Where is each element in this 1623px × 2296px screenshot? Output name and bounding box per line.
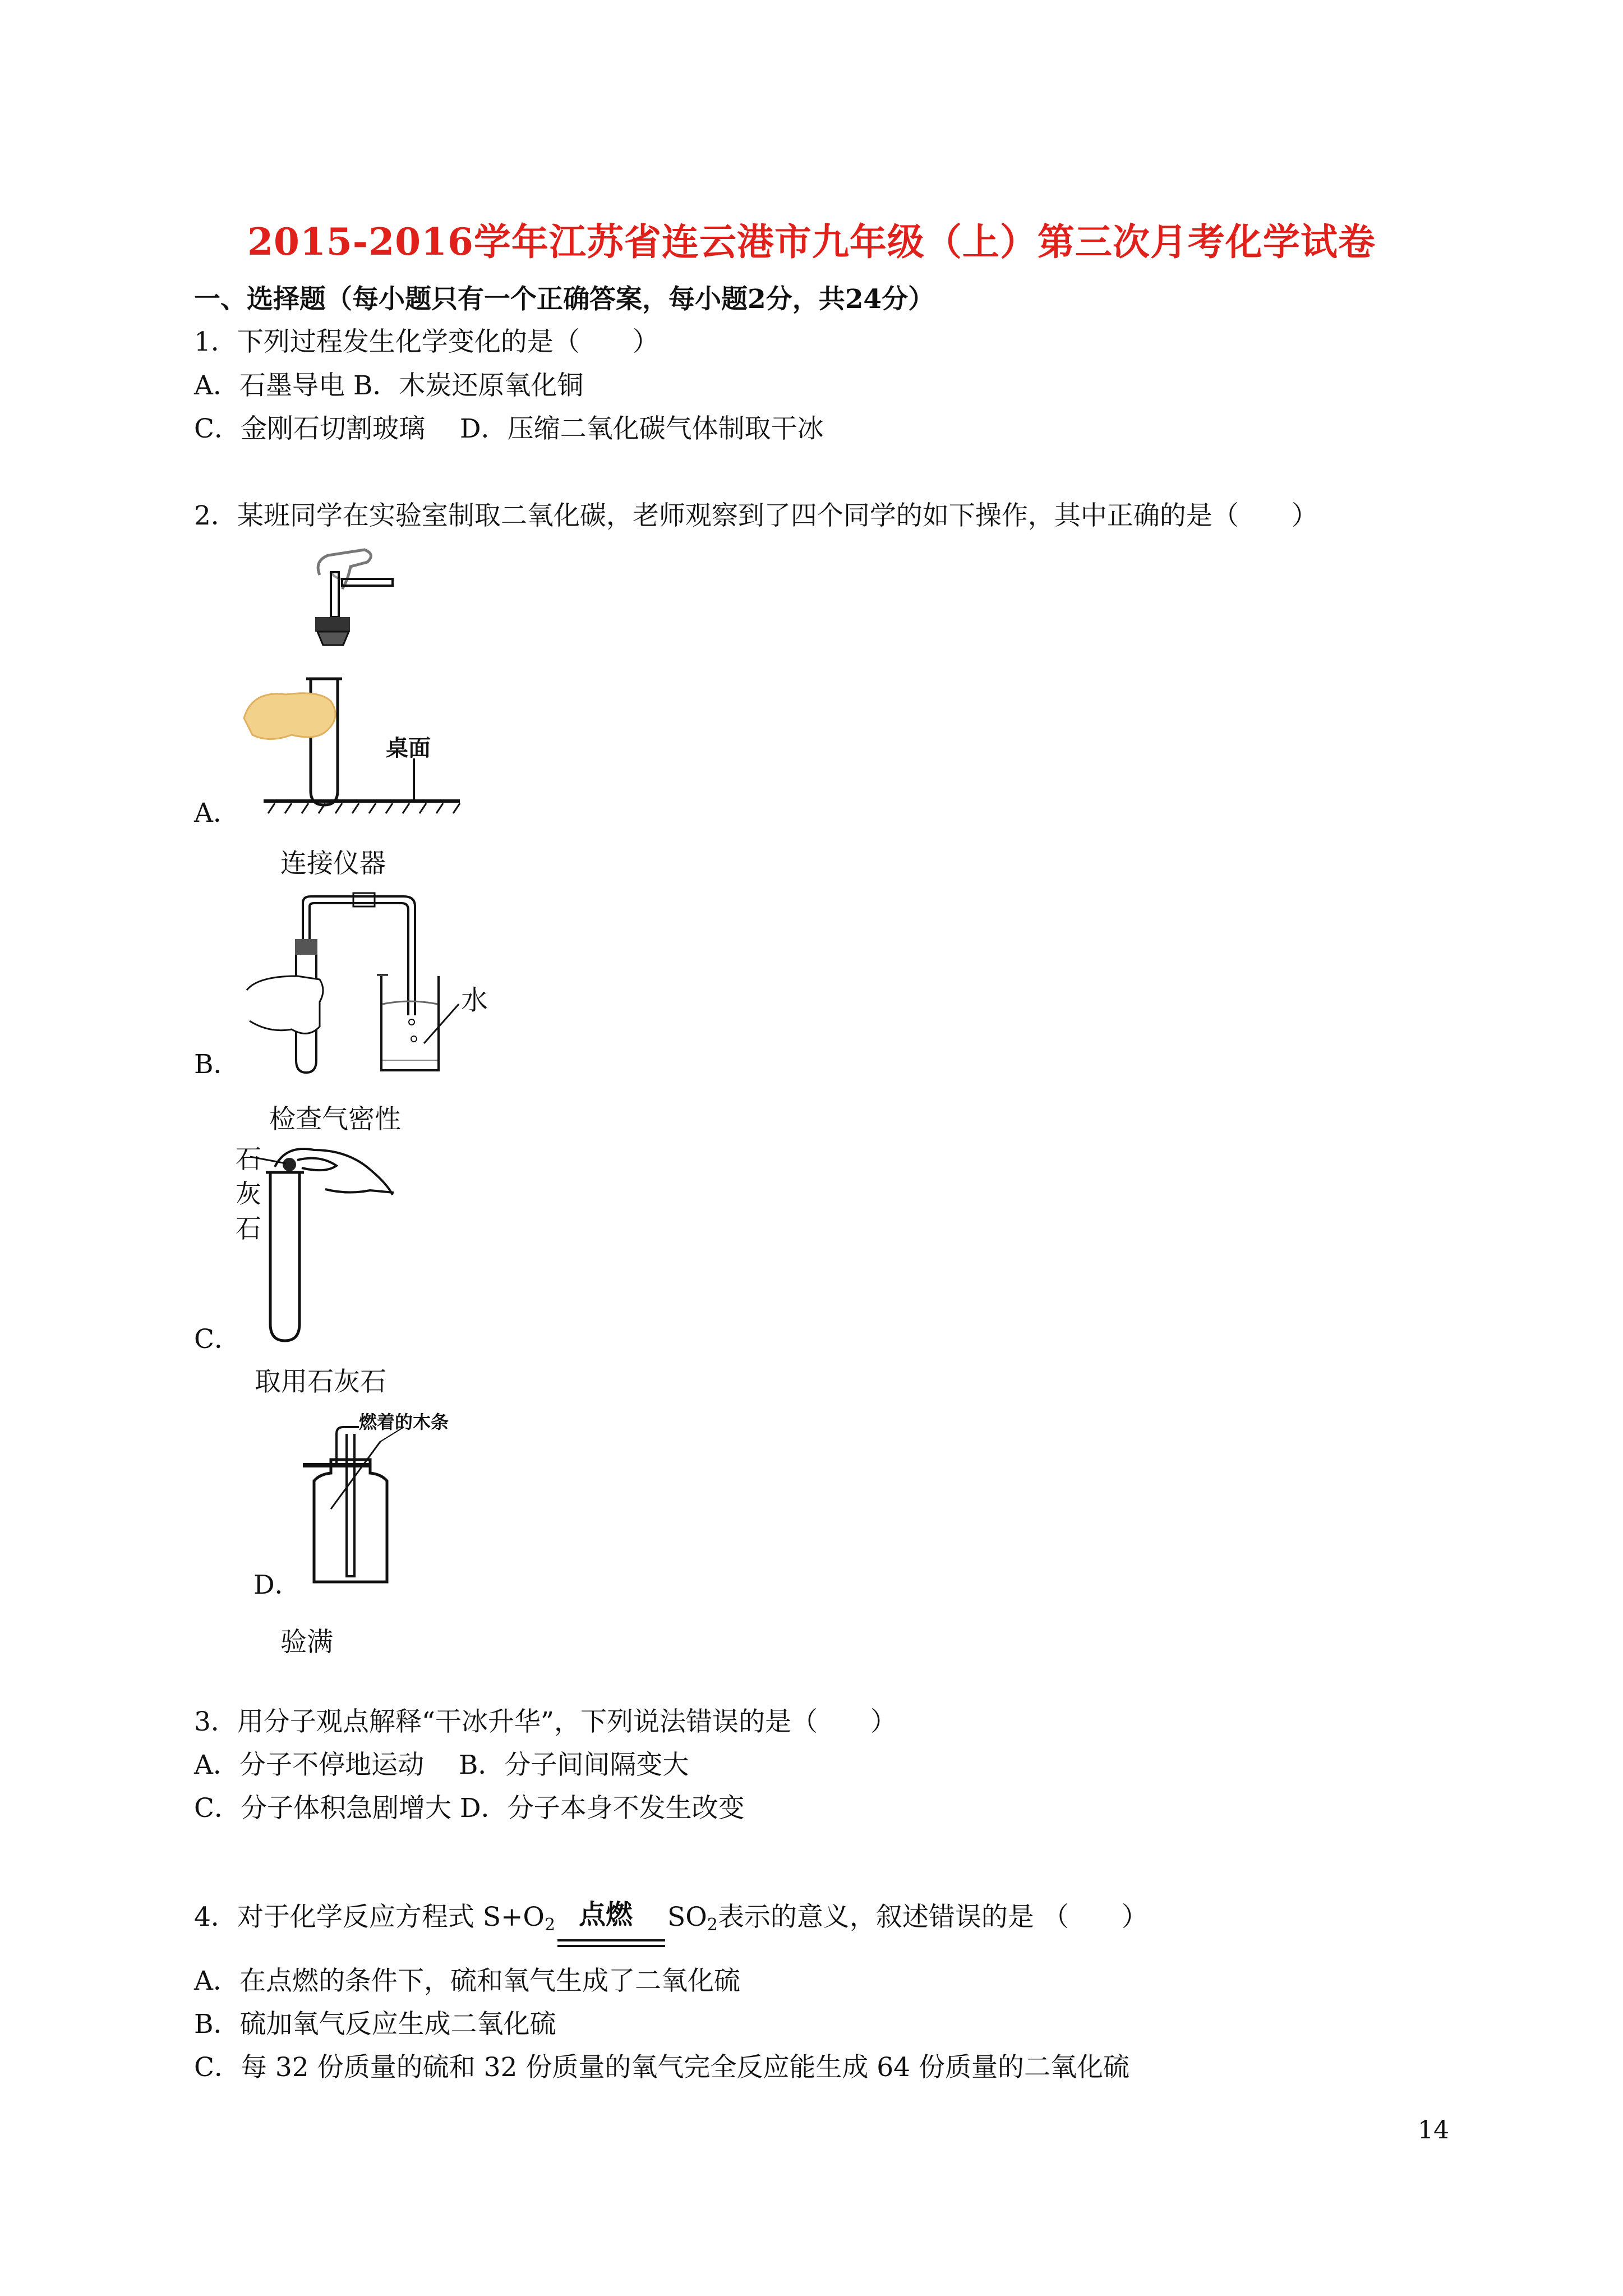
page-number: 14	[1418, 2116, 1449, 2145]
table-surface-label: 桌面	[386, 735, 431, 761]
limestone-label-2: 灰	[236, 1179, 261, 1209]
connect-apparatus-figure	[236, 550, 471, 819]
option-a-letter: A．	[194, 798, 239, 829]
airtightness-check-figure	[236, 892, 494, 1077]
q3-stem: 3．用分子观点解释“干冰升华”，下列说法错误的是（ ）	[194, 1706, 897, 1737]
water-label: 水	[461, 984, 488, 1016]
q3-options-line1: A．分子不停地运动 B．分子间间隔变大	[194, 1750, 689, 1780]
q4-stem-end: 表示的意义，叙述错误的是 （ ）	[717, 1902, 1148, 1932]
so2-subscript: 2	[707, 1915, 718, 1935]
option-d-caption: 验满	[280, 1627, 333, 1658]
product-formula: SO	[667, 1902, 707, 1932]
q1-stem: 1．下列过程发生化学变化的是（ ）	[194, 326, 659, 357]
o2-subscript: 2	[544, 1915, 556, 1935]
limestone-label-1: 石	[236, 1144, 261, 1174]
limestone-label-3: 石	[236, 1213, 261, 1244]
option-c-letter: C．	[194, 1324, 241, 1355]
q1-options-line2: C．金刚石切割玻璃 D．压缩二氧化碳气体制取干冰	[194, 413, 824, 444]
reaction-condition: 点燃	[579, 1899, 633, 1930]
q4-stem-start: 4．对于化学反应方程式 S+O	[194, 1902, 545, 1932]
q4-option-b: B．硫加氧气反应生成二氧化硫	[194, 2009, 556, 2040]
option-b-caption: 检查气密性	[269, 1104, 401, 1135]
burning-stick-label: 燃着的木条	[359, 1411, 449, 1433]
option-b-letter: B．	[194, 1049, 240, 1080]
section-heading: 一、选择题（每小题只有一个正确答案，每小题2分，共24分）	[194, 284, 935, 315]
q4-option-c: C．每 32 份质量的硫和 32 份质量的氧气完全反应能生成 64 份质量的二氧化硫	[194, 2052, 1130, 2083]
q3-options-line2: C．分子体积急剧增大 D．分子本身不发生改变	[194, 1793, 745, 1824]
option-a-caption: 连接仪器	[280, 848, 386, 879]
page-title: 2015-2016学年江苏省连云港市九年级（上）第三次月考化学试卷	[247, 220, 1376, 264]
q4-option-a: A．在点燃的条件下，硫和氧气生成了二氧化硫	[194, 1966, 740, 1996]
q4-stem	[194, 1901, 1148, 1942]
q1-options-line1: A．石墨导电 B．木炭还原氧化铜	[194, 370, 584, 401]
gas-full-test-figure	[297, 1425, 465, 1593]
q2-stem: 2．某班同学在实验室制取二氧化碳，老师观察到了四个同学的如下操作，其中正确的是（ ）	[194, 500, 1318, 531]
option-c-caption: 取用石灰石	[255, 1366, 386, 1397]
option-d-letter: D．	[253, 1570, 301, 1600]
